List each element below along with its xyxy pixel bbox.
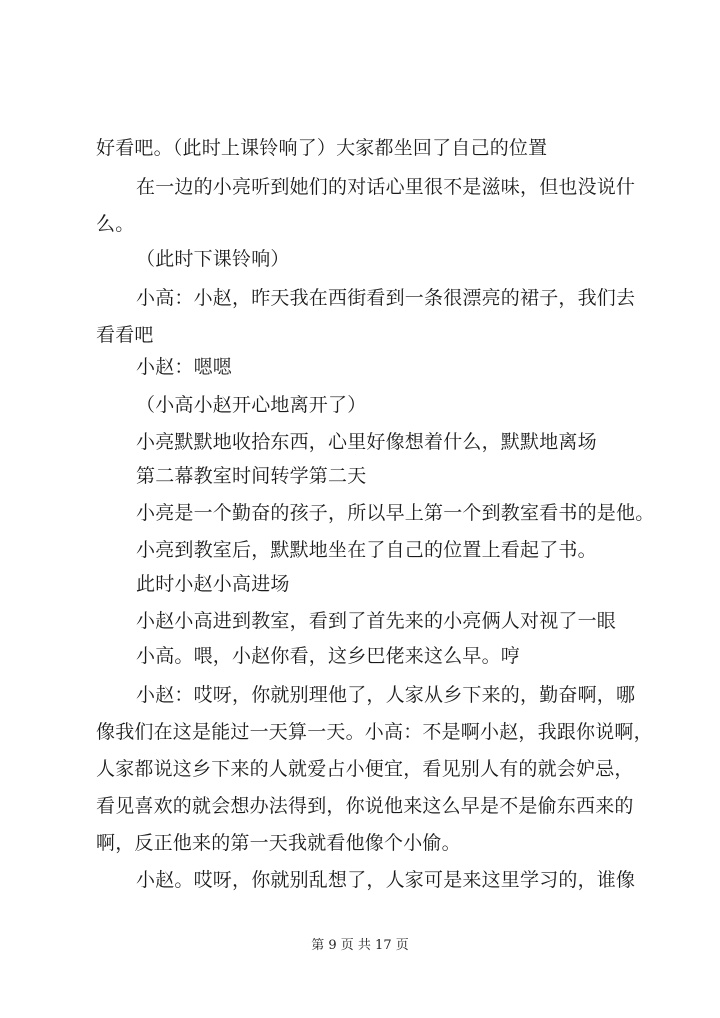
text-line: 小亮到教室后，默默地坐在了自己的位置上看起了书。: [136, 539, 597, 561]
text-line: 小亮默默地收拾东西，心里好像想着什么，默默地离场: [136, 431, 597, 453]
text-line: 看见喜欢的就会想办法得到，你说他来这么早是不是偷东西来的: [96, 795, 634, 817]
text-line: 小赵：嗯嗯: [136, 356, 233, 378]
text-line: 小亮是一个勤奋的孩子，所以早上第一个到教室看书的是他。: [136, 502, 655, 524]
text-line: 小赵小高进到教室，看到了首先来的小亮俩人对视了一眼: [136, 610, 617, 632]
text-line: （小高小赵开心地离开了）: [136, 394, 367, 416]
text-line: （此时下课铃响）: [136, 248, 290, 270]
text-line: 么。: [96, 213, 135, 235]
text-line: 小赵。哎呀，你就别乱想了，人家可是来这里学习的，谁像: [136, 869, 636, 891]
text-line: 此时小赵小高进场: [136, 573, 290, 595]
text-line: 好看吧。（此时上课铃响了）大家都坐回了自己的位置: [96, 137, 548, 159]
text-line: 小高。喂，小赵你看，这乡巴佬来这么早。哼: [136, 645, 521, 667]
text-line: 在一边的小亮听到她们的对话心里很不是滋味，但也没说什: [136, 176, 636, 198]
text-line: 像我们在这是能过一天算一天。小高：不是啊小赵，我跟你说啊，: [96, 721, 653, 743]
text-line: 看看吧: [96, 324, 154, 346]
text-line: 小赵：哎呀，你就别理他了，人家从乡下来的，勤奋啊，哪: [136, 684, 636, 706]
text-line: 啊，反正他来的第一天我就看他像个小偷。: [96, 832, 461, 854]
section-heading: 第二幕教室时间转学第二天: [136, 465, 367, 487]
text-line: 小高：小赵，昨天我在西街看到一条很漂亮的裙子，我们去: [136, 287, 636, 309]
page-number-footer: 第 9 页 共 17 页: [311, 938, 409, 953]
text-line: 人家都说这乡下来的人就爱占小便宜，看见别人有的就会妒忌，: [96, 758, 634, 780]
